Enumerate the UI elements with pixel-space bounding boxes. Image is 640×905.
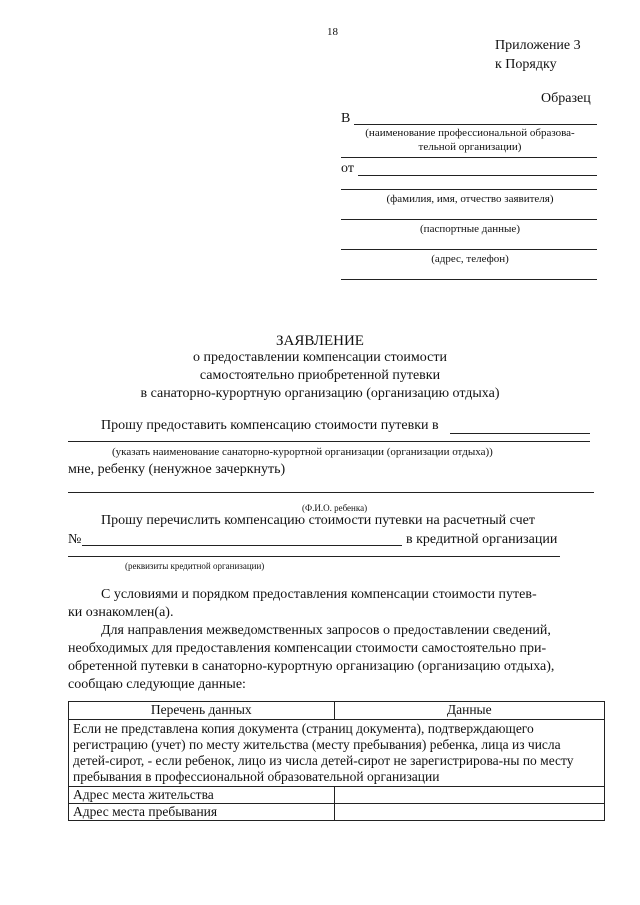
table-row-value[interactable] <box>334 804 604 821</box>
child-fio-line[interactable] <box>68 492 594 493</box>
table-row <box>69 804 605 821</box>
requests-line-3: обретенной путевки в санаторно-курортную организацию (организацию отдыха), <box>68 659 555 674</box>
resort-name-hint: (указать наименование санаторно-курортной организации (организации отдыха)) <box>112 446 493 458</box>
request1-text: Прошу предоставить компенсацию стоимости путевки в <box>101 418 439 433</box>
page-number: 18 <box>327 26 338 38</box>
table-header-cell: Данные <box>334 702 604 720</box>
passport-line[interactable] <box>341 219 597 220</box>
account-number-prefix: № <box>68 532 82 547</box>
address-hint: (адрес, телефон) <box>431 253 509 265</box>
from-prefix: от <box>341 161 354 176</box>
table-header-cell: Перечень данных <box>69 702 335 720</box>
title-line-2: самостоятельно приобретенной путевки <box>199 368 441 383</box>
request1-line2: мне, ребенку (ненужное зачеркнуть) <box>68 462 286 477</box>
table-row-label: Адрес места пребывания <box>69 804 335 821</box>
to-org-hint-1: (наименование профессиональной образова- <box>365 127 575 139</box>
appendix-line-1: Приложение 3 <box>495 38 581 53</box>
address-line-1[interactable] <box>341 249 597 250</box>
table-row-label: Адрес места жительства <box>69 787 335 804</box>
conditions-line-2: ки ознакомлен(а). <box>68 605 174 620</box>
appendix-line-2: к Порядку <box>495 57 557 72</box>
passport-hint: (паспортные данные) <box>420 223 520 235</box>
requests-line-4: сообщаю следующие данные: <box>68 677 246 692</box>
table-row <box>69 720 605 787</box>
bank-suffix: в кредитной организации <box>406 532 558 547</box>
table-header-row <box>69 702 605 720</box>
resort-name-line-2[interactable] <box>68 441 590 442</box>
sample-label: Образец <box>541 91 591 106</box>
to-org-hint-2: тельной организации) <box>418 141 522 153</box>
from-fio-line-1[interactable] <box>358 175 597 176</box>
address-line-2[interactable] <box>341 279 597 280</box>
title-line-3: в санаторно-курортную организацию (организацию отдыха) <box>140 386 500 401</box>
bank-details-line[interactable] <box>68 556 560 557</box>
table-row <box>69 787 605 804</box>
title-line-1: о предоставлении компенсации стоимости <box>193 350 447 365</box>
table-row-value[interactable] <box>334 787 604 804</box>
account-number-line[interactable] <box>82 545 402 546</box>
to-org-line[interactable] <box>354 124 597 125</box>
request2-text: Прошу перечислить компенсацию стоимости путевки на расчетный счет <box>101 513 535 528</box>
table-row-label-wide: Если не представлена копия документа (страниц документа), подтверждающего регистрацию (учет) по месту жительства (месту пребывания) ребенка, лица из числа детей-сирот, - если ребенок, лицо из числа детей-сирот не зарегистрирова-ны по месту пребывания в профессиональной образовательной организации <box>69 720 605 787</box>
to-prefix: В <box>341 111 351 126</box>
resort-name-line-1[interactable] <box>450 433 590 434</box>
requests-line-2: необходимых для предоставления компенсации стоимости самостоятельно при- <box>68 641 547 656</box>
fio-hint: (фамилия, имя, отчество заявителя) <box>386 193 554 205</box>
child-fio-hint: (Ф.И.О. ребенка) <box>302 503 368 513</box>
bank-details-hint: (реквизиты кредитной организации) <box>125 561 265 571</box>
from-fio-line-2[interactable] <box>341 189 597 190</box>
requests-line-1: Для направления межведомственных запросов о предоставлении сведений, <box>101 623 551 638</box>
to-org-underline <box>341 157 597 158</box>
conditions-line-1: С условиями и порядком предоставления компенсации стоимости путев- <box>101 587 537 602</box>
data-table <box>68 701 605 821</box>
document-title: ЗАЯВЛЕНИЕ <box>276 333 364 349</box>
